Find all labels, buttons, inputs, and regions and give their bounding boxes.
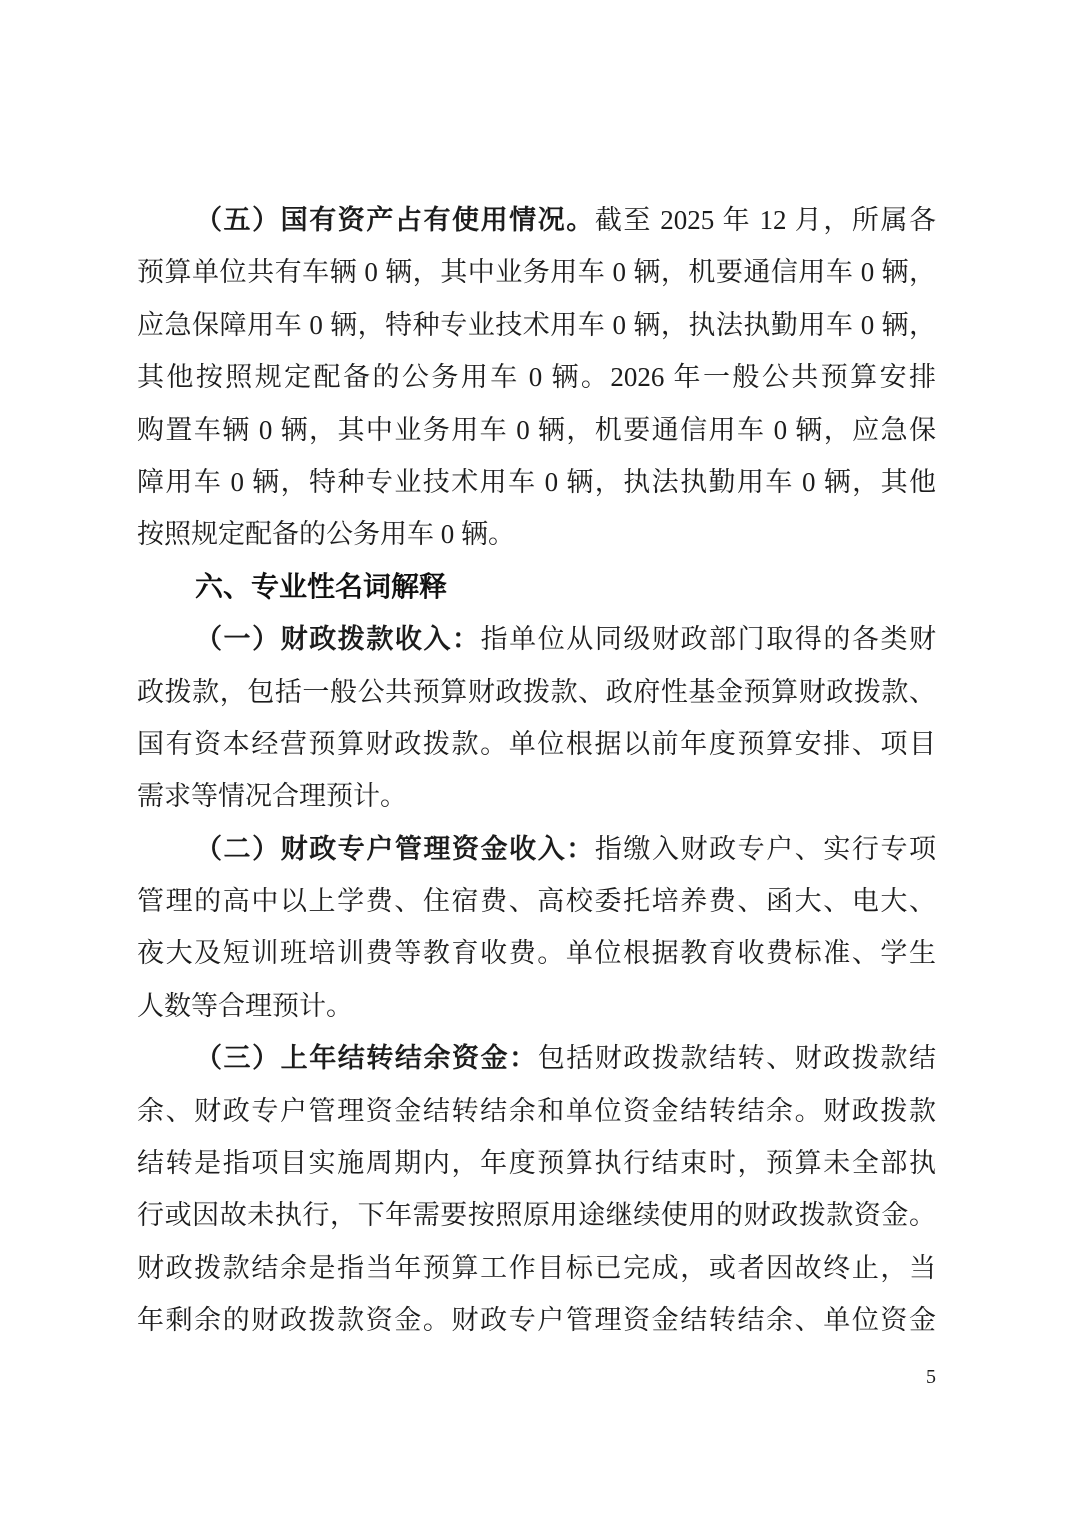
text-line: 人数等合理预计。 [137,990,353,1021]
text-line: 预算单位共有车辆 0 辆，其中业务用车 0 辆，机要通信用车 0 辆， [137,257,936,288]
text-run: 指单位从同级财政部门取得的各类财 [480,624,936,655]
text-line: 应急保障用车 0 辆，特种专业技术用车 0 辆，执法执勤用车 0 辆， [137,309,936,340]
text-run: 截至 2025 年 12 月，所属各 [594,205,936,235]
text-line: 按照规定配备的公务用车 0 辆。 [137,519,515,550]
page-number: 5 [926,1366,936,1388]
text-line: 政拨款，包括一般公共预算财政拨款、政府性基金预算财政拨款、 [137,676,936,707]
text-line [137,613,936,665]
section-heading-terms: 六、专业性名词解释 [195,570,448,602]
text-line: 行或因故未执行，下年需要按照原用途继续使用的财政拨款资金。 [137,1200,936,1231]
text-line: 需求等情况合理预计。 [137,781,407,812]
text-line [137,1032,936,1084]
paragraph-lead: （一）财政拨款收入： [195,624,481,655]
document-body [137,194,936,1347]
text-line: 障用车 0 辆，特种专业技术用车 0 辆，执法执勤用车 0 辆，其他 [137,466,936,497]
text-line: 管理的高中以上学费、住宿费、高校委托培养费、函大、电大、 [137,886,936,917]
text-line: 国有资本经营预算财政拨款。单位根据以前年度预算安排、项目 [137,728,936,759]
paragraph-special-account-income [137,823,936,1033]
text-line: 余、财政专户管理资金结转结余和单位资金结转结余。财政拨款 [137,1095,936,1126]
text-line: 夜大及短训班培训费等教育收费。单位根据教育收费标准、学生 [137,938,936,969]
text-line: 财政拨款结余是指当年预算工作目标已完成，或者因故终止，当 [137,1252,936,1283]
paragraph-state-assets [137,194,936,561]
text-line: 其他按照规定配备的公务用车 0 辆。2026 年一般公共预算安排 [137,362,936,393]
text-run: 指缴入财政专户、实行专项 [594,833,936,864]
text-line: 结转是指项目实施周期内，年度预算执行结束时，预算未全部执 [137,1148,936,1179]
paragraph-lead: （二）财政专户管理资金收入： [195,833,595,864]
text-run: 包括财政拨款结转、财政拨款结 [537,1043,936,1074]
text-line: 购置车辆 0 辆，其中业务用车 0 辆，机要通信用车 0 辆，应急保 [137,414,936,445]
paragraph-carryover-funds [137,1032,936,1346]
paragraph-lead: （三）上年结转结余资金： [195,1043,538,1074]
paragraph-lead: （五）国有资产占有使用情况。 [195,205,595,235]
text-line: 年剩余的财政拨款资金。财政专户管理资金结转结余、单位资金 [137,1305,936,1336]
text-line [137,194,936,246]
text-line [137,823,936,875]
paragraph-fiscal-appropriation-income [137,613,936,823]
